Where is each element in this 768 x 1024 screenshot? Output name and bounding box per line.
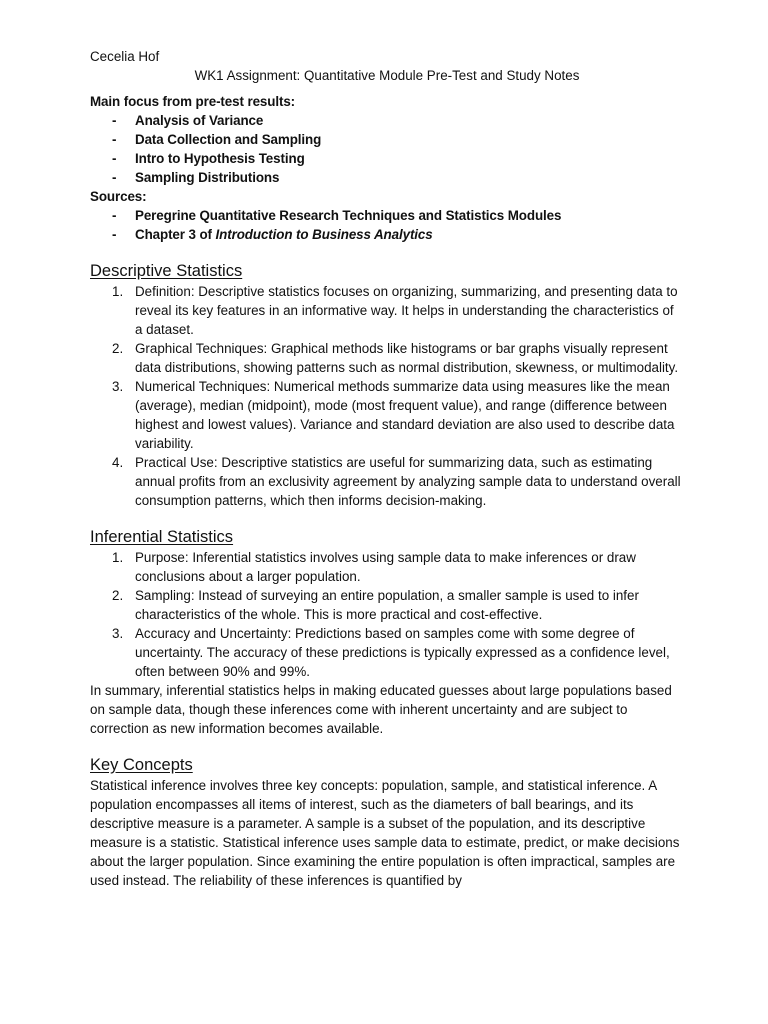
list-item [90, 282, 682, 339]
focus-item [90, 168, 682, 187]
list-item-text: Accuracy and Uncertainty: Predictions based on samples come with some degree of uncertainty. The accuracy of these predictions is typically expressed as a confidence level, often between 90% and 99%. [135, 626, 670, 679]
dash-marker: - [112, 170, 117, 185]
list-item-text: Definition: Descriptive statistics focuses on organizing, summarizing, and presenting data to reveal its key features in an informative way. It helps in understanding the characteristics of a dataset. [135, 284, 678, 337]
number-marker: 1. [112, 550, 124, 565]
focus-item-text: Intro to Hypothesis Testing [135, 151, 305, 166]
number-marker: 3. [112, 626, 124, 641]
inferential-statistics-list [90, 548, 682, 681]
list-item-text: Sampling: Instead of surveying an entire population, a smaller sample is used to infer characteristics of the whole. This is more practical and cost-effective. [135, 588, 639, 622]
list-item [90, 377, 682, 453]
focus-item [90, 130, 682, 149]
focus-item-text: Analysis of Variance [135, 113, 264, 128]
list-item [90, 548, 682, 586]
source-item-prefix: Chapter 3 of [135, 227, 216, 242]
inferential-summary: In summary, inferential statistics helps in making educated guesses about large populations based on sample data, though these inferences come with inherent uncertainty and are subject to correction as new information becomes available. [90, 683, 672, 736]
list-item [90, 586, 682, 624]
focus-item-text: Sampling Distributions [135, 170, 280, 185]
source-item [90, 225, 682, 244]
descriptive-statistics-list [90, 282, 682, 510]
sources-heading: Sources: [90, 189, 147, 204]
list-item-text: Numerical Techniques: Numerical methods summarize data using measures like the mean (average), median (midpoint), mode (most frequent value), and range (difference between highest and lowest values). Variance and standard deviation are also used to describe data variability. [135, 379, 675, 451]
number-marker: 4. [112, 455, 124, 470]
sources-list [90, 206, 682, 244]
focus-heading: Main focus from pre-test results: [90, 94, 296, 109]
dash-marker: - [112, 227, 117, 242]
list-item-text: Graphical Techniques: Graphical methods like histograms or bar graphs visually represent data distributions, showing patterns such as normal distribution, skewness, or multimodality. [135, 341, 679, 375]
dash-marker: - [112, 113, 117, 128]
number-marker: 2. [112, 341, 124, 356]
list-item [90, 624, 682, 681]
book-title: Introduction to Business Analytics [215, 227, 433, 242]
key-concepts-heading: Key Concepts [90, 756, 193, 774]
dash-marker: - [112, 151, 117, 166]
focus-item [90, 149, 682, 168]
number-marker: 3. [112, 379, 124, 394]
focus-item-text: Data Collection and Sampling [135, 132, 322, 147]
author-name: Cecelia Hof [90, 49, 160, 64]
number-marker: 1. [112, 284, 124, 299]
list-item-text: Purpose: Inferential statistics involves using sample data to make inferences or draw conclusions about a larger population. [135, 550, 636, 584]
source-item-text: Peregrine Quantitative Research Techniques and Statistics Modules [135, 208, 562, 223]
source-item [90, 206, 682, 225]
descriptive-statistics-heading: Descriptive Statistics [90, 262, 243, 280]
list-item [90, 339, 682, 377]
dash-marker: - [112, 208, 117, 223]
key-concepts-paragraph: Statistical inference involves three key concepts: population, sample, and statistical inference. A population encompasses all items of interest, such as the diameters of ball bearings, and its descriptive measure is a parameter. A sample is a subset of the population, and its descriptive measure is a statistic. Statistical inference uses sample data to estimate, predict, or make decisions about the larger population. Since examining the entire population is often impractical, samples are used instead. The reliability of these inferences is quantified by [90, 778, 680, 888]
focus-item [90, 111, 682, 130]
list-item-text: Practical Use: Descriptive statistics are useful for summarizing data, such as estimating annual profits from an exclusivity agreement by analyzing sample data to understand overall consumption patterns, which then informs decision-making. [135, 455, 681, 508]
document-title: WK1 Assignment: Quantitative Module Pre-Test and Study Notes [194, 68, 580, 83]
number-marker: 2. [112, 588, 124, 603]
dash-marker: - [112, 132, 117, 147]
list-item [90, 453, 682, 510]
inferential-statistics-heading: Inferential Statistics [90, 528, 234, 546]
focus-list [90, 111, 682, 187]
